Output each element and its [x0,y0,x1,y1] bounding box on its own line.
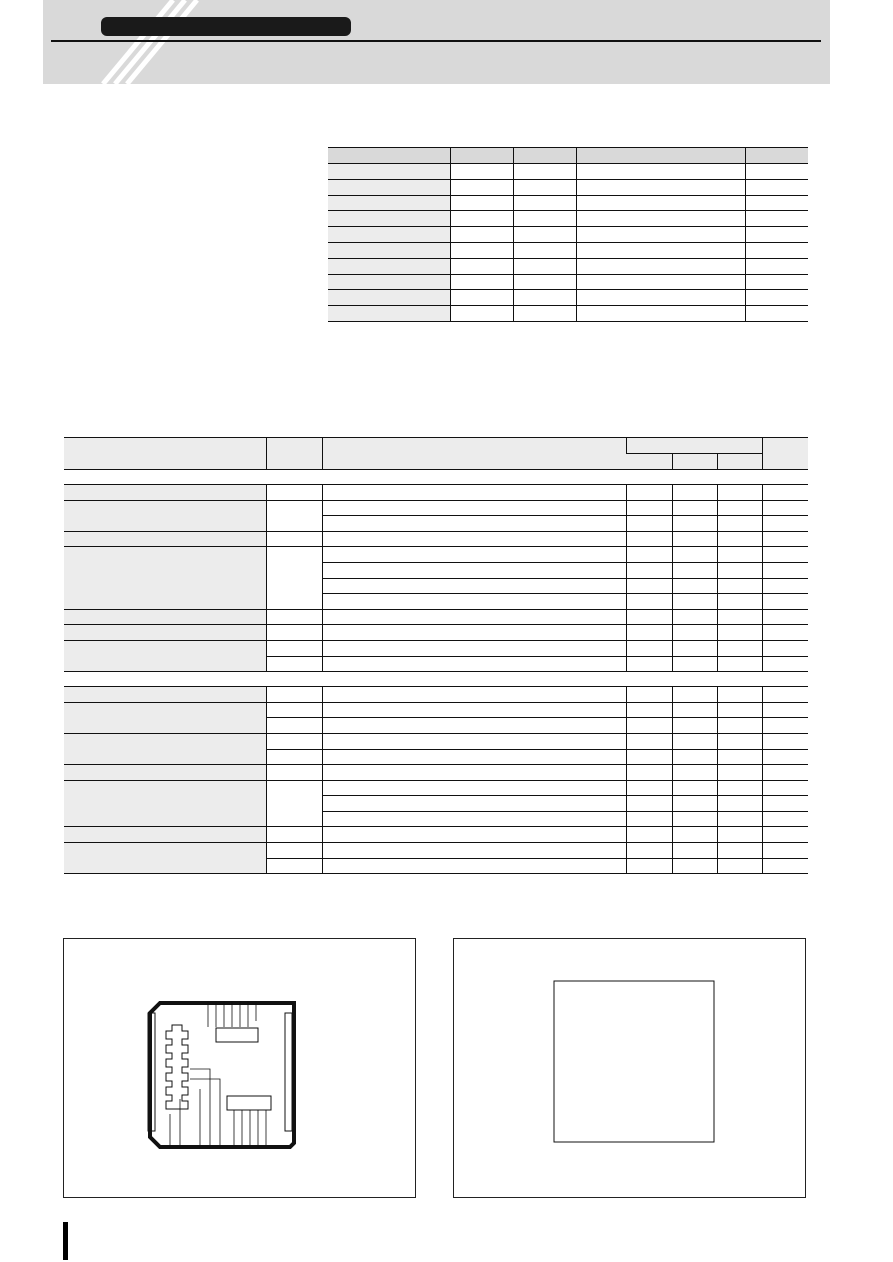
column-header [745,148,808,164]
table-row [328,211,808,227]
column-header [450,148,513,164]
section-separator [64,470,808,485]
table-row [64,843,808,859]
table-header-row [64,438,808,454]
block-diagram-panel [63,938,416,1198]
table-row [64,687,808,703]
conditions-header [322,438,626,470]
table-row [64,625,808,641]
table-row [64,765,808,781]
table-row [64,547,808,563]
parameter-header [64,438,266,470]
derating-graph-panel [453,938,806,1198]
table-row [328,227,808,243]
max-header [717,454,762,470]
section-separator [64,672,808,687]
table-row [328,274,808,290]
unit-header [762,438,808,470]
table-row [64,827,808,843]
table-row [328,290,808,306]
column-header [328,148,450,164]
plot-area [554,981,714,1142]
table-row [328,258,808,274]
value-group-header [626,438,762,454]
table-row [328,242,808,258]
table-row [328,164,808,180]
table-row [64,485,808,501]
table-row [64,702,808,718]
column-header [576,148,745,164]
header-title-pill [101,17,351,36]
table-row [64,640,808,656]
table-row [328,179,808,195]
header-band [43,0,830,84]
symbol-header [266,438,322,470]
table-row [64,609,808,625]
table-header-row [328,148,808,164]
header-rule [51,40,821,42]
column-header [513,148,576,164]
table-row [64,500,808,516]
table-row [64,780,808,796]
header-stripes [43,0,203,84]
absolute-max-table [328,147,808,322]
table-row [64,733,808,749]
table-row [328,306,808,322]
footer-bar [63,1222,68,1260]
table-row [64,531,808,547]
min-header [626,454,672,470]
block-diagram [64,939,415,1197]
ic-package [148,1001,294,1147]
typ-header [672,454,717,470]
derating-chart [454,939,805,1197]
electrical-characteristics-table [64,437,808,874]
table-row [328,195,808,211]
